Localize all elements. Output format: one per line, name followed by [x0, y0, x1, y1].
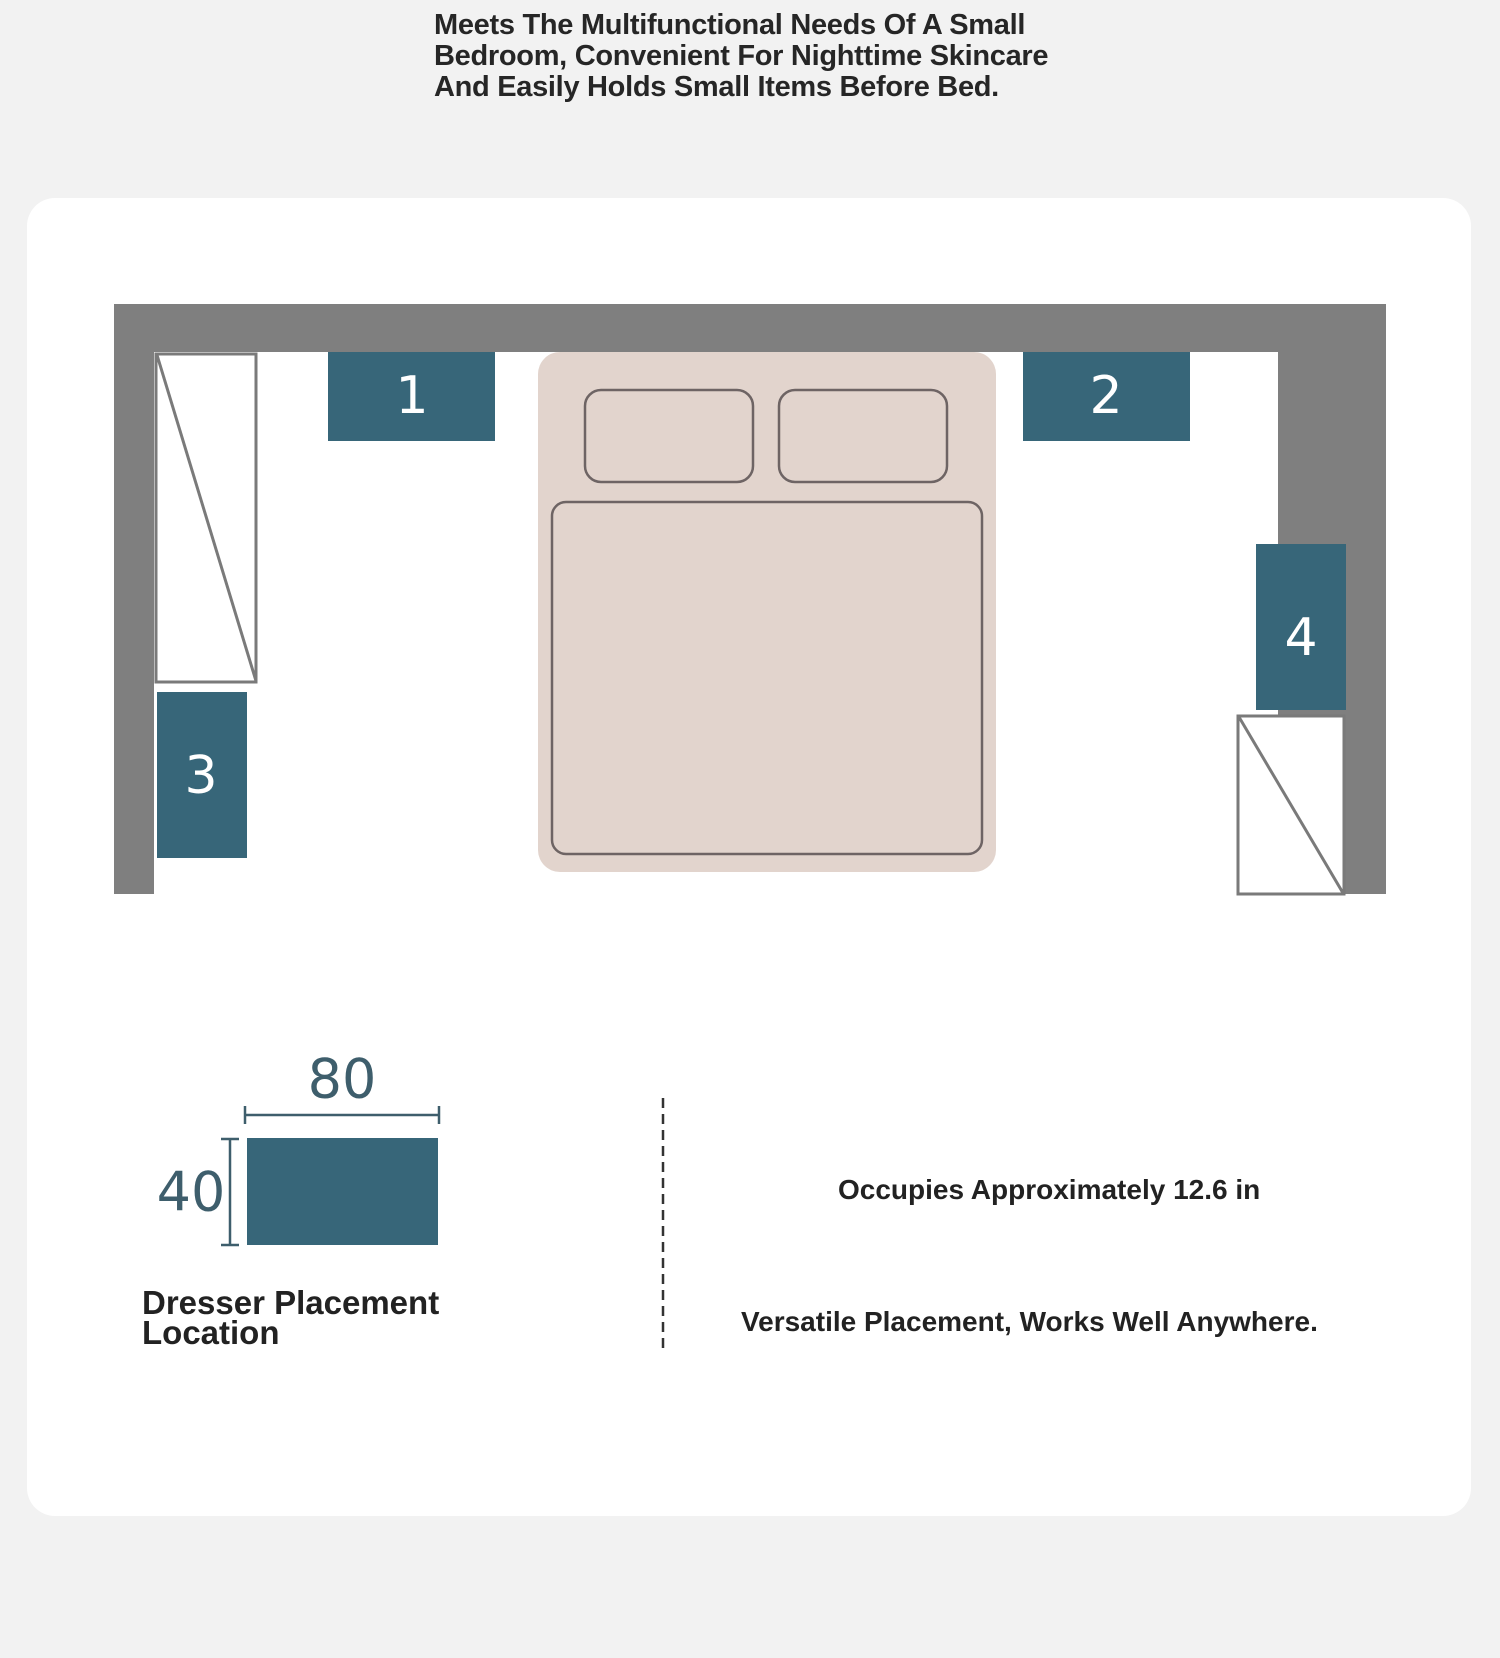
dresser-position-1 [328, 352, 495, 441]
header-title-line-3: And Easily Holds Small Items Before Bed. [434, 71, 999, 103]
position-label-2: 2 [1089, 366, 1123, 426]
position-label-3: 3 [184, 746, 218, 806]
placement-caption-line-2: Location [142, 1314, 280, 1351]
position-label-4: 4 [1284, 608, 1318, 668]
placement-info: Versatile Placement, Works Well Anywhere. [741, 1306, 1318, 1337]
right-door [1238, 716, 1344, 894]
dresser-position-4 [1256, 544, 1346, 710]
wall-left [114, 304, 154, 894]
placement-caption-line-1: Dresser Placement [142, 1284, 440, 1321]
dresser-position-2 [1023, 352, 1190, 441]
dresser-footprint [247, 1138, 438, 1245]
depth-label: 40 [156, 1160, 226, 1224]
header-title-line-1: Meets The Multifunctional Needs Of A Small [434, 9, 1026, 41]
footprint-info: Occupies Approximately 12.6 in [838, 1174, 1261, 1205]
dresser-position-3 [157, 692, 247, 858]
dresser-dimension-figure [157, 1048, 439, 1246]
width-label: 80 [307, 1047, 377, 1111]
position-label-1: 1 [395, 366, 429, 426]
wall-top [114, 304, 1386, 352]
header-title-line-2: Bedroom, Convenient For Nighttime Skincare [434, 40, 1049, 72]
placement-caption [142, 1284, 522, 1351]
bed [538, 352, 996, 872]
bed-frame [538, 352, 996, 872]
left-door [156, 354, 256, 682]
